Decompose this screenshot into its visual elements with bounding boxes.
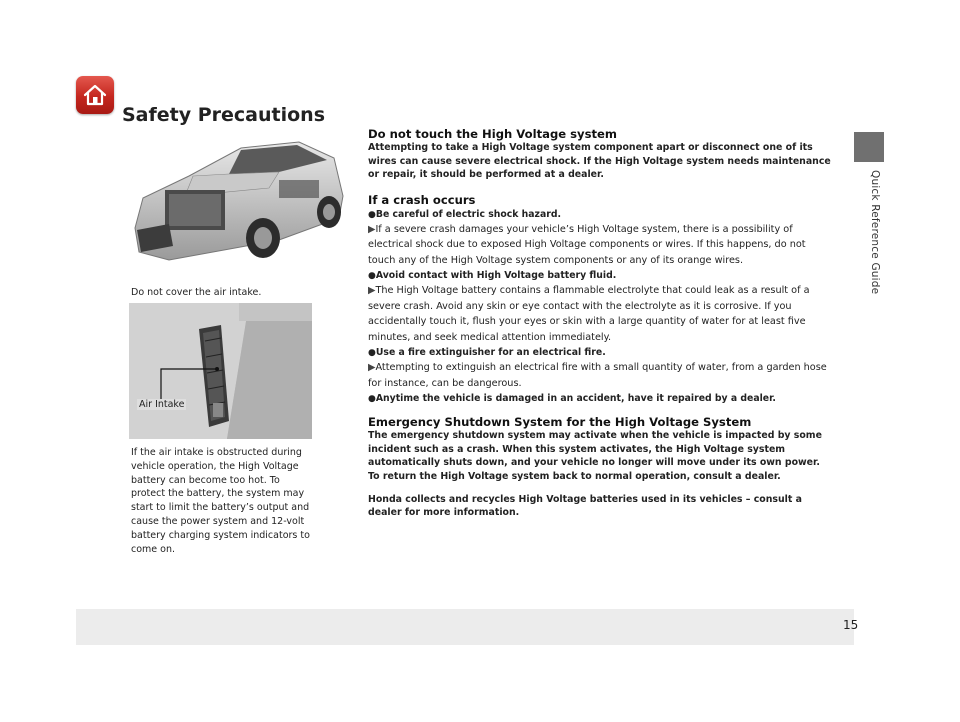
detail-battery-fluid: ▶The High Voltage battery contains a flammable electrolyte that could leak as a result of a severe crash. Avoid any skin or eye contact with the electrolyte as it is corrosive. If you accidentally touch it, flush your eyes or skin with a large quantity of water for at least five minutes, and seek medical attention immediately. (368, 285, 810, 343)
air-intake-photo (129, 303, 312, 439)
interior-drawing (129, 303, 312, 439)
section-side-label: Quick Reference Guide (869, 170, 881, 295)
arrow-icon: ▶ (368, 362, 376, 374)
emergency-shutdown-heading: Emergency Shutdown System for the High Voltage System (368, 415, 752, 430)
bullet-icon: ● (368, 209, 376, 220)
bullet-shock-hazard: ●Be careful of electric shock hazard. (368, 208, 562, 220)
section-tab-marker[interactable] (854, 132, 884, 162)
bullet-repair-by-dealer: ●Anytime the vehicle is damaged in an accident, have it repaired by a dealer. (368, 393, 776, 405)
emergency-shutdown-body: The emergency shutdown system may activate when the vehicle is impacted by some incident such as a crash. When this system activates, the High Voltage system automatically shuts down, and your vehicle no longer will move under its own power. To return the High Voltage system back to normal operation, consult a dealer. (368, 430, 822, 483)
air-intake-label: Air Intake (139, 399, 185, 410)
page-title: Safety Precautions (122, 104, 326, 126)
arrow-icon: ▶ (368, 223, 376, 235)
detail-shock-hazard: ▶If a severe crash damages your vehicle’s High Voltage system, there is a possibility of electrical shock due to exposed High Voltage components or wires. If this happens, do not touch any of the High Voltage system components or any of its orange wires. (368, 223, 806, 266)
air-intake-note: If the air intake is obstructed during vehicle operation, the High Voltage battery can become too hot. To protect the battery, the system may start to limit the battery’s output and cause the power system and 12-volt battery charging system indicators to come on. (131, 447, 310, 555)
detail-fire-extinguisher: ▶Attempting to extinguish an electrical fire with a small quantity of water, from a garden hose for instance, can be dangerous. (368, 362, 827, 389)
page-number: 15 (843, 618, 859, 632)
crash-heading: If a crash occurs (368, 192, 476, 207)
home-button[interactable] (76, 76, 114, 114)
bullet-fire-extinguisher: ●Use a fire extinguisher for an electrical fire. (368, 347, 606, 359)
footer-band (76, 609, 854, 645)
air-intake-caption: Do not cover the air intake. (131, 287, 262, 298)
car-cutaway-illustration (129, 136, 347, 270)
recycling-note: Honda collects and recycles High Voltage batteries used in its vehicles – consult a dealer for more information. (368, 493, 802, 519)
bullet-icon: ● (368, 394, 376, 405)
bullet-icon: ● (368, 271, 376, 282)
main-content (368, 128, 834, 520)
high-voltage-heading: Do not touch the High Voltage system (368, 127, 617, 141)
bullet-battery-fluid: ●Avoid contact with High Voltage battery fluid. (368, 270, 617, 282)
arrow-icon: ▶ (368, 285, 376, 297)
home-icon (82, 83, 108, 107)
bullet-icon: ● (368, 348, 376, 359)
high-voltage-warning: Attempting to take a High Voltage system component apart or disconnect one of its wires can cause severe electrical shock. If the High Voltage system needs maintenance or repair, it should be performed at a dealer. (368, 142, 831, 181)
